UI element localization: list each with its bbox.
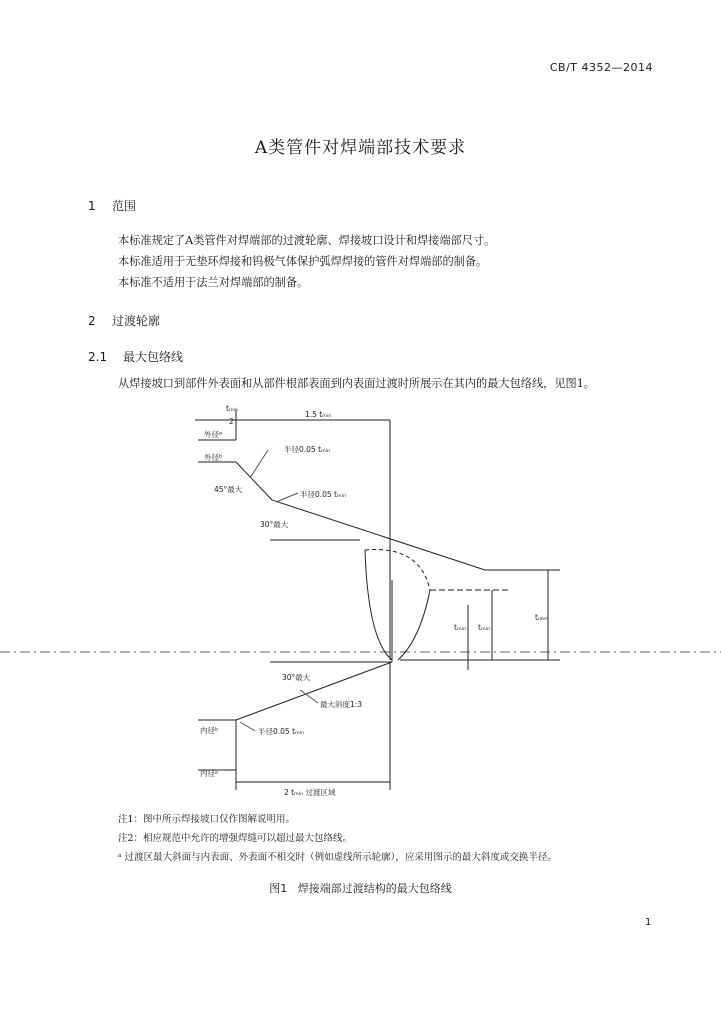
leader-max-slope <box>300 690 318 703</box>
leader-radius-top <box>250 450 268 478</box>
section-1-paragraph: 本标准规定了A类管件对焊端部的过渡轮廓、焊接坡口设计和焊接端部尺寸。 <box>118 234 496 247</box>
section-2-1-number: 2.1 <box>88 350 108 364</box>
figure-label: 图1 <box>269 882 288 895</box>
label-angle-30: 30°最大 <box>260 520 289 529</box>
label-t-over-2: tₘᵢₙ <box>226 404 238 413</box>
section-2-1-title: 最大包络线 <box>123 350 184 364</box>
section-2-heading <box>88 312 160 329</box>
section-2-number: 2 <box>88 314 96 328</box>
label-radius-mid: 半径0.05 tₘᵢₙ <box>300 490 347 499</box>
label-inner-diameter-bottom: 内径ᵃ <box>200 769 218 778</box>
section-1-body <box>118 230 678 293</box>
label-angle-30-lower: 30°最大 <box>282 673 311 682</box>
outer-profile-line <box>236 462 485 570</box>
section-1-paragraph: 本标准不适用于法兰对焊端部的制备。 <box>118 276 309 289</box>
label-t-min-mid: tₘᵢₙ <box>454 623 466 632</box>
section-2-title: 过渡轮廓 <box>112 314 161 328</box>
figure-notes <box>118 810 678 867</box>
section-1-paragraph: 本标准适用于无垫环焊接和钨极气体保护弧焊焊接的管件对焊端部的制备。 <box>118 255 488 268</box>
leader-radius-mid <box>276 493 298 502</box>
note: ᵃ 过渡区最大斜面与内表面、外表面不相交时（例如虚线所示轮廓），应采用图示的最大斜度或交换半径。 <box>118 852 557 863</box>
page-number: 1 <box>645 917 652 928</box>
label-max-slope: 最大斜度1:3 <box>320 700 363 709</box>
section-1-heading <box>88 197 136 214</box>
label-1-5-t: 1.5 tₘᵢₙ <box>305 410 332 419</box>
section-2-1-heading <box>88 348 183 365</box>
label-t-min-right: tₘᵢₙ <box>478 623 490 632</box>
bevel-curve-lower <box>398 590 430 660</box>
bevel-curve-dashed <box>365 550 430 591</box>
label-transition-zone: 2 tₘᵢₙ 过渡区域 <box>284 788 336 797</box>
label-t-nom: tₙₒₘ <box>535 613 549 622</box>
figure-caption-text: 焊接端部过渡结构的最大包络线 <box>297 882 452 895</box>
standard-number: CB/T 4352—2014 <box>549 61 653 74</box>
section-1-title: 范围 <box>112 199 137 213</box>
note: 注2：相应规范中允许的增强焊缝可以超过最大包络线。 <box>118 833 353 844</box>
label-inner-diameter: 内径ᵇ <box>200 726 219 735</box>
label-outer-diameter-top: 外径ᵃ <box>204 430 222 439</box>
section-2-1-paragraph: 从焊接坡口到部件外表面和从部件根部表面到内表面过渡时所展示在其内的最大包络线，见图1。 <box>118 377 595 390</box>
label-radius-top: 半径0.05 tₘᵢₙ <box>284 445 331 454</box>
label-two: 2 <box>229 417 234 426</box>
inner-profile-line <box>198 662 392 720</box>
document-title: A类管件对焊端部技术要求 <box>254 138 467 158</box>
bevel-curve <box>365 550 392 660</box>
envelope-figure <box>0 395 721 805</box>
note: 注1：图中所示焊接坡口仅作图解说明用。 <box>118 814 296 825</box>
section-1-number: 1 <box>88 199 96 213</box>
leader-radius-bottom <box>240 722 255 731</box>
label-outer-diameter: 外径ᵇ <box>204 453 223 462</box>
label-radius-bottom: 半径0.05 tₘᵢₙ <box>258 727 305 736</box>
label-angle-45: 45°最大 <box>214 485 243 494</box>
figure-caption <box>0 880 721 896</box>
